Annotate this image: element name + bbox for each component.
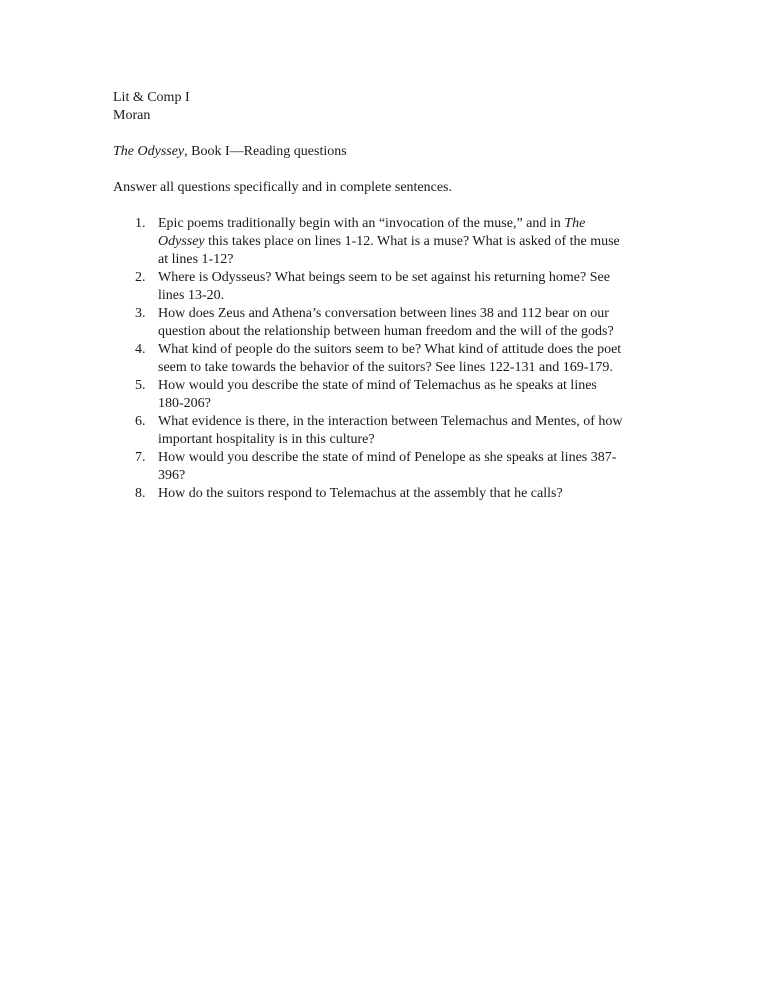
teacher-name: Moran [113,108,151,123]
question-text [158,216,620,267]
question-text: How would you describe the state of mind of Telemachus as he speaks at lines 180-206? [158,378,597,411]
question-item [113,449,623,485]
question-text: How would you describe the state of mind of Penelope as she speaks at lines 387-396? [158,450,617,483]
question-item [113,305,623,341]
question-number: 7. [135,450,146,465]
question-text: How do the suitors respond to Telemachus at the assembly that he calls? [158,486,563,501]
work-title: The Odyssey [113,144,185,159]
question-text: How does Zeus and Athena’s conversation between lines 38 and 112 bear on our question about the relationship between human freedom and the will of the gods? [158,306,614,339]
question-number: 5. [135,378,146,393]
document-page [113,89,633,503]
question-list [113,215,633,503]
question-item [113,413,623,449]
instructions: Answer all questions specifically and in complete sentences. [113,180,453,195]
question-number: 1. [135,216,146,231]
question-text-part: Epic poems traditionally begin with an “invocation of the muse,” and in [158,216,565,231]
question-item [113,269,623,305]
question-work-title: The Odyssey [158,216,586,249]
document-title [113,143,633,161]
question-text-part: this takes place on lines 1-12. What is a muse? What is asked of the muse at lines 1-12? [158,234,620,267]
question-number: 4. [135,342,146,357]
question-item [113,485,623,503]
question-number: 3. [135,306,146,321]
question-text: What kind of people do the suitors seem to be? What kind of attitude does the poet seem to take towards the behavior of the suitors? See lines 122-131 and 169-179. [158,342,622,375]
question-number: 6. [135,414,146,429]
question-number: 8. [135,486,146,501]
title-rest: , Book I—Reading questions [184,144,347,159]
course-name: Lit & Comp I [113,90,190,105]
question-item [113,215,623,269]
question-item [113,377,623,413]
question-text: Where is Odysseus? What beings seem to be set against his returning home? See lines 13-20. [158,270,610,303]
question-item [113,341,623,377]
question-text: What evidence is there, in the interaction between Telemachus and Mentes, of how important hospitality is in this culture? [158,414,623,447]
question-number: 2. [135,270,146,285]
